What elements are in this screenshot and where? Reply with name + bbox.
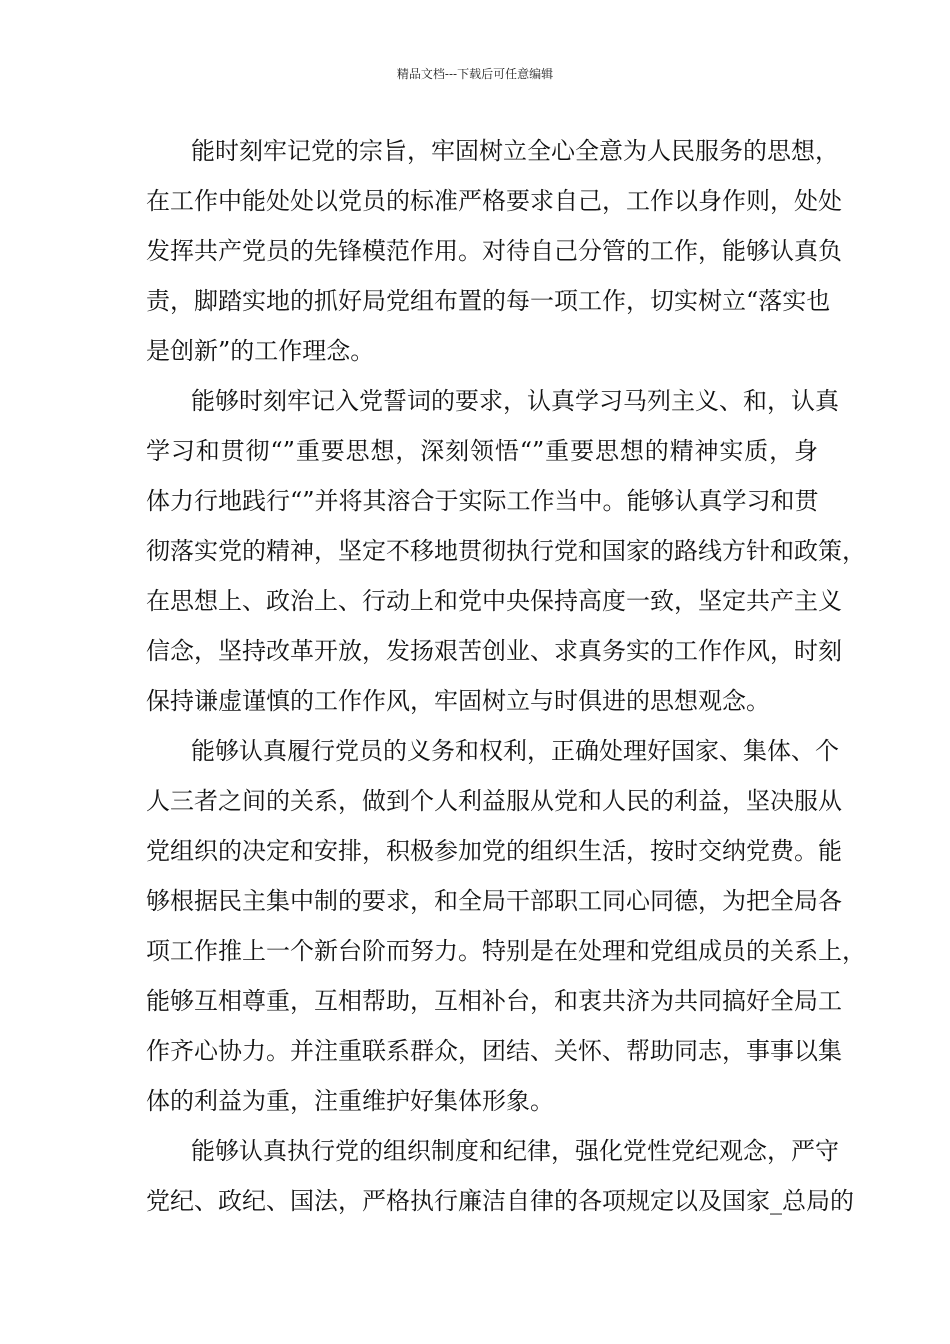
paragraph-2	[146, 376, 866, 726]
paragraph-3	[146, 726, 866, 1126]
text-line: 能够认真履行党员的义务和权利，正确处理好国家、集体、个	[191, 737, 839, 765]
text-line: 是创新”的工作理念。	[146, 337, 375, 365]
text-line: 党纪、政纪、国法，严格执行廉洁自律的各项规定以及国家_总局的	[146, 1187, 854, 1215]
text-line: 能时刻牢记党的宗旨，牢固树立全心全意为人民服务的思想，	[191, 137, 839, 165]
text-line: 能够互相尊重，互相帮助，互相补台，和衷共济为共同搞好全局工	[146, 987, 842, 1015]
text-line: 能够认真执行党的组织制度和纪律，强化党性党纪观念，严守	[191, 1137, 839, 1165]
text-line: 体力行地践行“”并将其溶合于实际工作当中。能够认真学习和贯	[146, 487, 819, 515]
text-line: 够根据民主集中制的要求，和全局干部职工同心同德，为把全局各	[146, 887, 842, 915]
text-line: 发挥共产党员的先锋模范作用。对待自己分管的工作，能够认真负	[146, 237, 842, 265]
text-line: 体的利益为重，注重维护好集体形象。	[146, 1087, 554, 1115]
text-line: 保持谦虚谨慎的工作作风，牢固树立与时俱进的思想观念。	[146, 687, 770, 715]
text-line: 在工作中能处处以党员的标准严格要求自己，工作以身作则，处处	[146, 187, 842, 215]
text-line: 项工作推上一个新台阶而努力。特别是在处理和党组成员的关系上，	[146, 937, 866, 965]
text-line: 能够时刻牢记入党誓词的要求，认真学习马列主义、和，认真	[191, 387, 839, 415]
text-line: 彻落实党的精神，坚定不移地贯彻执行党和国家的路线方针和政策，	[146, 537, 866, 565]
text-line: 作齐心协力。并注重联系群众，团结、关怀、帮助同志，事事以集	[146, 1037, 842, 1065]
text-line: 党组织的决定和安排，积极参加党的组织生活，按时交纳党费。能	[146, 837, 842, 865]
text-line: 信念，坚持改革开放，发扬艰苦创业、求真务实的工作作风，时刻	[146, 637, 842, 665]
page-header: 精品文档---下载后可任意编辑	[396, 67, 554, 81]
document-body	[146, 126, 866, 1226]
paragraph-4	[146, 1126, 854, 1226]
paragraph-1	[146, 126, 842, 376]
text-line: 学习和贯彻“”重要思想，深刻领悟“”重要思想的精神实质，身	[146, 437, 818, 465]
text-line: 在思想上、政治上、行动上和党中央保持高度一致，坚定共产主义	[146, 587, 842, 615]
text-line: 人三者之间的关系，做到个人利益服从党和人民的利益，坚决服从	[146, 787, 842, 815]
text-line: 责，脚踏实地的抓好局党组布置的每一项工作，切实树立“落实也	[146, 287, 831, 315]
